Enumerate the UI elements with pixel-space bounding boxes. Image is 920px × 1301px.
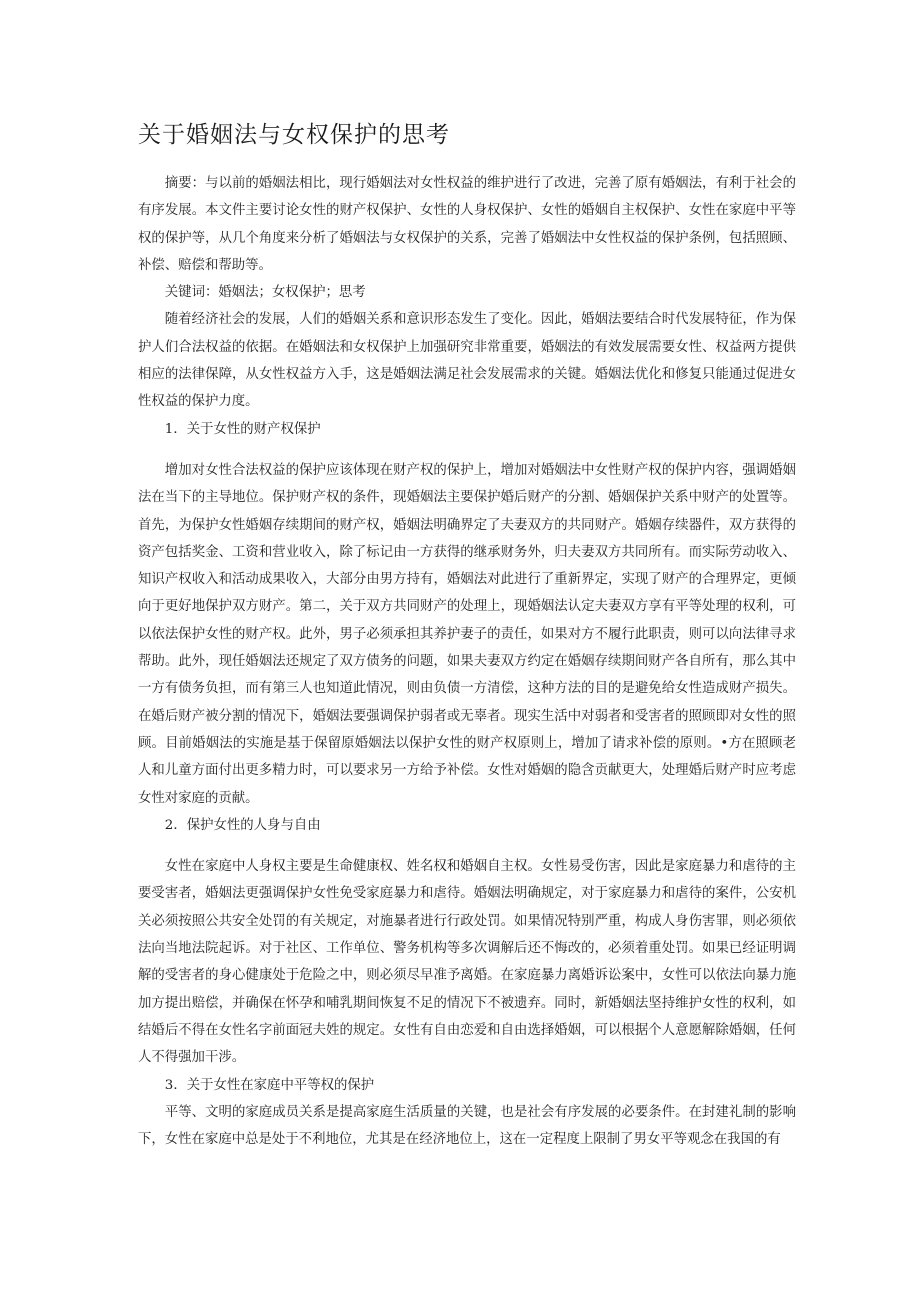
abstract-paragraph: 摘要：与以前的婚姻法相比，现行婚姻法对女性权益的维护进行了改进，完善了原有婚姻法，有利于社会的有序发展。本文件主要讨论女性的财产权保护、女性的人身权保护、女性的婚姻自主权保护、女性在家庭中平等权的保护等，从几个角度来分析了婚姻法与女权保护的关系，完善了婚姻法中女性权益的保护条例，包括照顾、补偿、赔偿和帮助等。 [138, 176, 796, 273]
section-3-heading: 3．关于女性在家庭中平等权的保护 [164, 1077, 375, 1093]
section-3-body: 平等、文明的家庭成员关系是提高家庭生活质量的关键，也是社会有序发展的必要条件。在封建礼制的影响下，女性在家庭中总是处于不利地位，尤其是在经济地位上，这在一定程度上限制了男女平等观念在我国的有 [138, 1104, 796, 1148]
intro-paragraph: 随着经济社会的发展，人们的婚姻关系和意识形态发生了变化。因此，婚姻法要结合时代发展特征，作为保护人们合法权益的依据。在婚姻法和女权保护上加强研究非常重要，婚姻法的有效发展需要女性、权益两方提供相应的法律保障，从女性权益方入手，这是婚姻法满足社会发展需求的关键。婚姻法优化和修复只能通过促进女性权益的保护力度。 [138, 312, 796, 410]
keywords-line: 关键词：婚姻法；女权保护；思考 [164, 285, 366, 301]
section-1-heading: 1．关于女性的财产权保护 [164, 421, 321, 437]
section-2-body: 女性在家庭中人身权主要是生命健康权、姓名权和婚姻自主权。女性易受伤害，因此是家庭暴力和虐待的主要受害者，婚姻法更强调保护女性免受家庭暴力和虐待。婚姻法明确规定，对于家庭暴力和虐待的案件，公安机关必须按照公共安全处罚的有关规定，对施暴者进行行政处罚。如果情况特别严重，构成人身伤害罪，则必须依法向当地法院起诉。对于社区、工作单位、警务机构等多次调解后还不悔改的，必须着重处罚。如果已经证明调解的受害者的身心健康处于危险之中，则必须尽早准予离婚。在家庭暴力离婚诉讼案中，女性可以依法向暴力施加方提出赔偿，并确保在怀孕和哺乳期间恢复不足的情况下不被遗弃。同时，新婚姻法坚持维护女性的权利，如结婚后不得在女性名字前面冠夫姓的规定。女性有自由恋爱和自由选择婚姻，可以根据个人意愿解除婚姻，任何人不得强加干涉。 [138, 859, 796, 1066]
document-title: 关于婚姻法与女权保护的思考 [138, 122, 450, 148]
section-2-heading: 2．保护女性的人身与自由 [164, 817, 321, 833]
section-1-body: 增加对女性合法权益的保护应该体现在财产权的保护上，增加对婚姻法中女性财产权的保护内容，强调婚姻法在当下的主导地位。保护财产权的条件，现婚姻法主要保护婚后财产的分割、婚姻保护关系中财产的处置等。首先，为保护女性婚姻存续期间的财产权，婚姻法明确界定了夫妻双方的共同财产。婚姻存续器件，双方获得的资产包括奖金、工资和营业收入，除了标记由一方获得的继承财务外，归夫妻双方共同所有。而实际劳动收入、知识产权收入和活动成果收入，大部分由男方持有，婚姻法对此进行了重新界定，实现了财产的合理界定，更倾向于更好地保护双方财产。第二，关于双方共同财产的处理上，现婚姻法认定夫妻双方享有平等处理的权利，可以依法保护女性的财产权。此外，男子必须承担其养护妻子的责任，如果对方不履行此职责，则可以向法律寻求帮助。此外，现任婚姻法还规定了双方债务的问题，如果夫妻双方约定在婚姻存续期间财产各自所有，那么其中一方有债务负担，而有第三人也知道此情况，则由负债一方清偿，这种方法的目的是避免给女性造成财产损失。在婚后财产被分割的情况下，婚姻法要强调保护弱者或无辜者。现实生活中对弱者和受害者的照顾即对女性的照顾。目前婚姻法的实施是基于保留原婚姻法以保护女性的财产权原则上，增加了请求补偿的原则。•方在照顾老人和儿童方面付出更多精力时，可以要求另一方给予补偿。女性对婚姻的隐含贡献更大，处理婚后财产时应考虑女性对家庭的贡献。 [138, 462, 796, 806]
